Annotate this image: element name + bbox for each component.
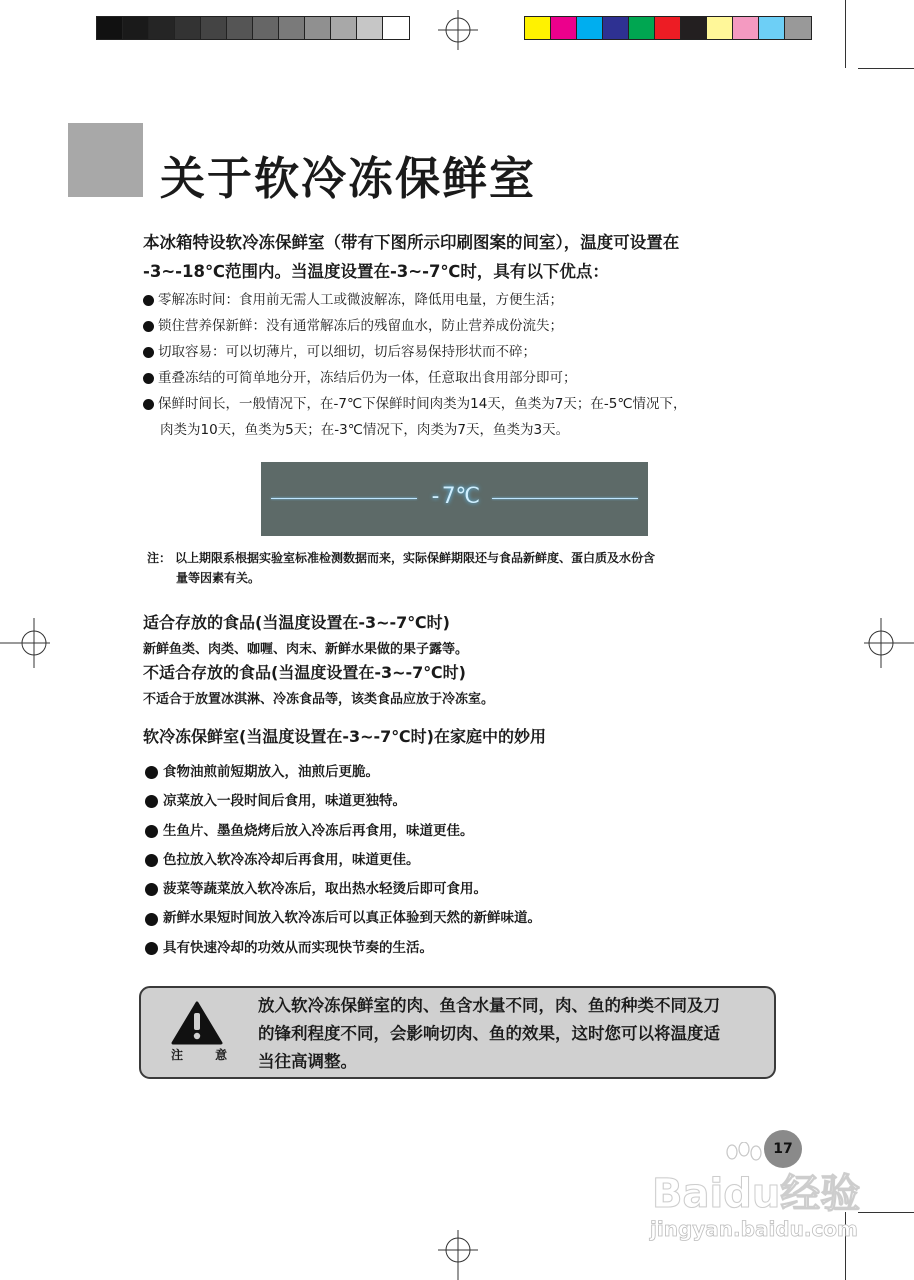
page-title: 关于软冷冻保鲜室 [160,152,537,205]
temperature-display-panel [261,462,648,536]
color-swatch [759,17,785,39]
list-item: 具有快速冷却的功效从而实现快节奏的生活。 [145,934,541,963]
uses-title: 软冷冻保鲜室(当温度设置在-3~-7℃时)在家庭中的妙用 [143,727,546,746]
intro-paragraph [143,228,679,286]
list-item: 新鲜水果短时间放入软冷冻后可以真正体验到天然的新鲜味道。 [145,904,541,933]
color-swatch [525,17,551,39]
list-item: 锁住营养保新鲜：没有通常解冻后的残留血水，防止营养成份流失； [143,313,687,339]
bullet-icon [145,942,158,955]
warning-triangle-icon [171,1001,223,1045]
bullet-icon [145,854,158,867]
bullet-icon [143,295,154,306]
suitable-title: 适合存放的食品(当温度设置在-3~-7℃时) [143,613,450,632]
color-swatch [681,17,707,39]
bullet-icon [143,399,154,410]
color-swatch [305,17,331,39]
unsuitable-text: 不适合于放置冰淇淋、冷冻食品等，该类食品应放于冷冻室。 [143,692,495,707]
color-swatch [733,17,759,39]
color-swatch [149,17,175,39]
color-swatch [201,17,227,39]
bullet-icon [145,913,158,926]
color-swatch [97,17,123,39]
intro-line: 本冰箱特设软冷冻保鲜室（带有下图所示印刷图案的间室），温度可设置在 [143,233,680,252]
color-swatch [785,17,811,39]
registration-mark-right [864,618,914,668]
list-item: 色拉放入软冷冻冷却后再食用，味道更佳。 [145,846,541,875]
list-item: 重叠冻结的可简单地分开，冻结后仍为一体，任意取出食用部分即可； [143,365,687,391]
grayscale-color-bar [96,16,410,40]
color-swatch [123,17,149,39]
list-item: 生鱼片、墨鱼烧烤后放入冷冻后再食用，味道更佳。 [145,817,541,846]
note [147,548,767,588]
color-swatch [331,17,357,39]
caution-label: 注 意 [171,1048,242,1062]
watermark-url: jingyan.baidu.com [650,1217,858,1241]
bullet-icon [145,883,158,896]
watermark-brand: Baidu经验 [652,1171,861,1217]
color-swatch [707,17,733,39]
color-swatch [175,17,201,39]
color-swatch [253,17,279,39]
color-swatch [551,17,577,39]
list-item: 切取容易：可以切薄片，可以细切，切后容易保持形状而不碎； [143,339,687,365]
color-swatch [629,17,655,39]
bullet-icon [143,347,154,358]
title-gray-block [68,123,143,197]
list-item-continuation: 肉类为10天，鱼类为5天；在-3℃情况下，肉类为7天，鱼类为3天。 [160,422,570,438]
uses-list [145,758,541,963]
intro-line: -3~-18℃范围内。当温度设置在-3~-7℃时，具有以下优点： [143,262,609,281]
note-text: 量等因素有关。 [176,571,261,585]
bullet-icon [143,373,154,384]
crop-mark [858,68,914,69]
note-text: 以上期限系根据实验室标准检测数据而来，实际保鲜期限还与食品新鲜度、蛋白质及水份含 [175,551,656,565]
bullet-icon [145,766,158,779]
list-item: 零解冻时间：食用前无需人工或微波解冻，降低用电量，方便生活； [143,287,687,313]
color-swatch [577,17,603,39]
list-item: 保鲜时间长，一般情况下，在-7℃下保鲜时间肉类为14天，鱼类为7天；在-5℃情况下， [143,391,687,417]
crop-mark [858,1212,914,1213]
caution-box [139,986,776,1079]
registration-mark-bottom [438,1230,478,1280]
features-list [143,287,687,443]
color-swatch [603,17,629,39]
registration-mark-top [438,10,478,50]
registration-mark-left [0,618,50,668]
display-temperature: -7℃ [428,484,481,509]
list-item: 食物油煎前短期放入，油煎后更脆。 [145,758,541,787]
color-swatch [279,17,305,39]
unsuitable-title: 不适合存放的食品(当温度设置在-3~-7℃时) [143,663,466,682]
list-item: 凉菜放入一段时间后食用，味道更独特。 [145,787,541,816]
display-line-right [492,498,638,499]
note-label: 注： [147,551,172,565]
page-number: 17 [764,1130,802,1168]
list-item: 菠菜等蔬菜放入软冷冻后，取出热水轻烫后即可食用。 [145,875,541,904]
caution-text: 放入软冷冻保鲜室的肉、鱼含水量不同，肉、鱼的种类不同及刀 的锋利程度不同，会影响切肉、鱼的效果，这时您可以将温度适 当往高调整。 [258,996,720,1071]
bullet-icon [143,321,154,332]
bullet-icon [145,795,158,808]
color-swatch [357,17,383,39]
crop-mark [845,0,846,68]
color-swatch [655,17,681,39]
bullet-icon [145,825,158,838]
cmyk-color-bar [524,16,812,40]
color-swatch [227,17,253,39]
suitable-text: 新鲜鱼类、肉类、咖喱、肉末、新鲜水果做的果子露等。 [143,642,469,657]
color-swatch [383,17,409,39]
